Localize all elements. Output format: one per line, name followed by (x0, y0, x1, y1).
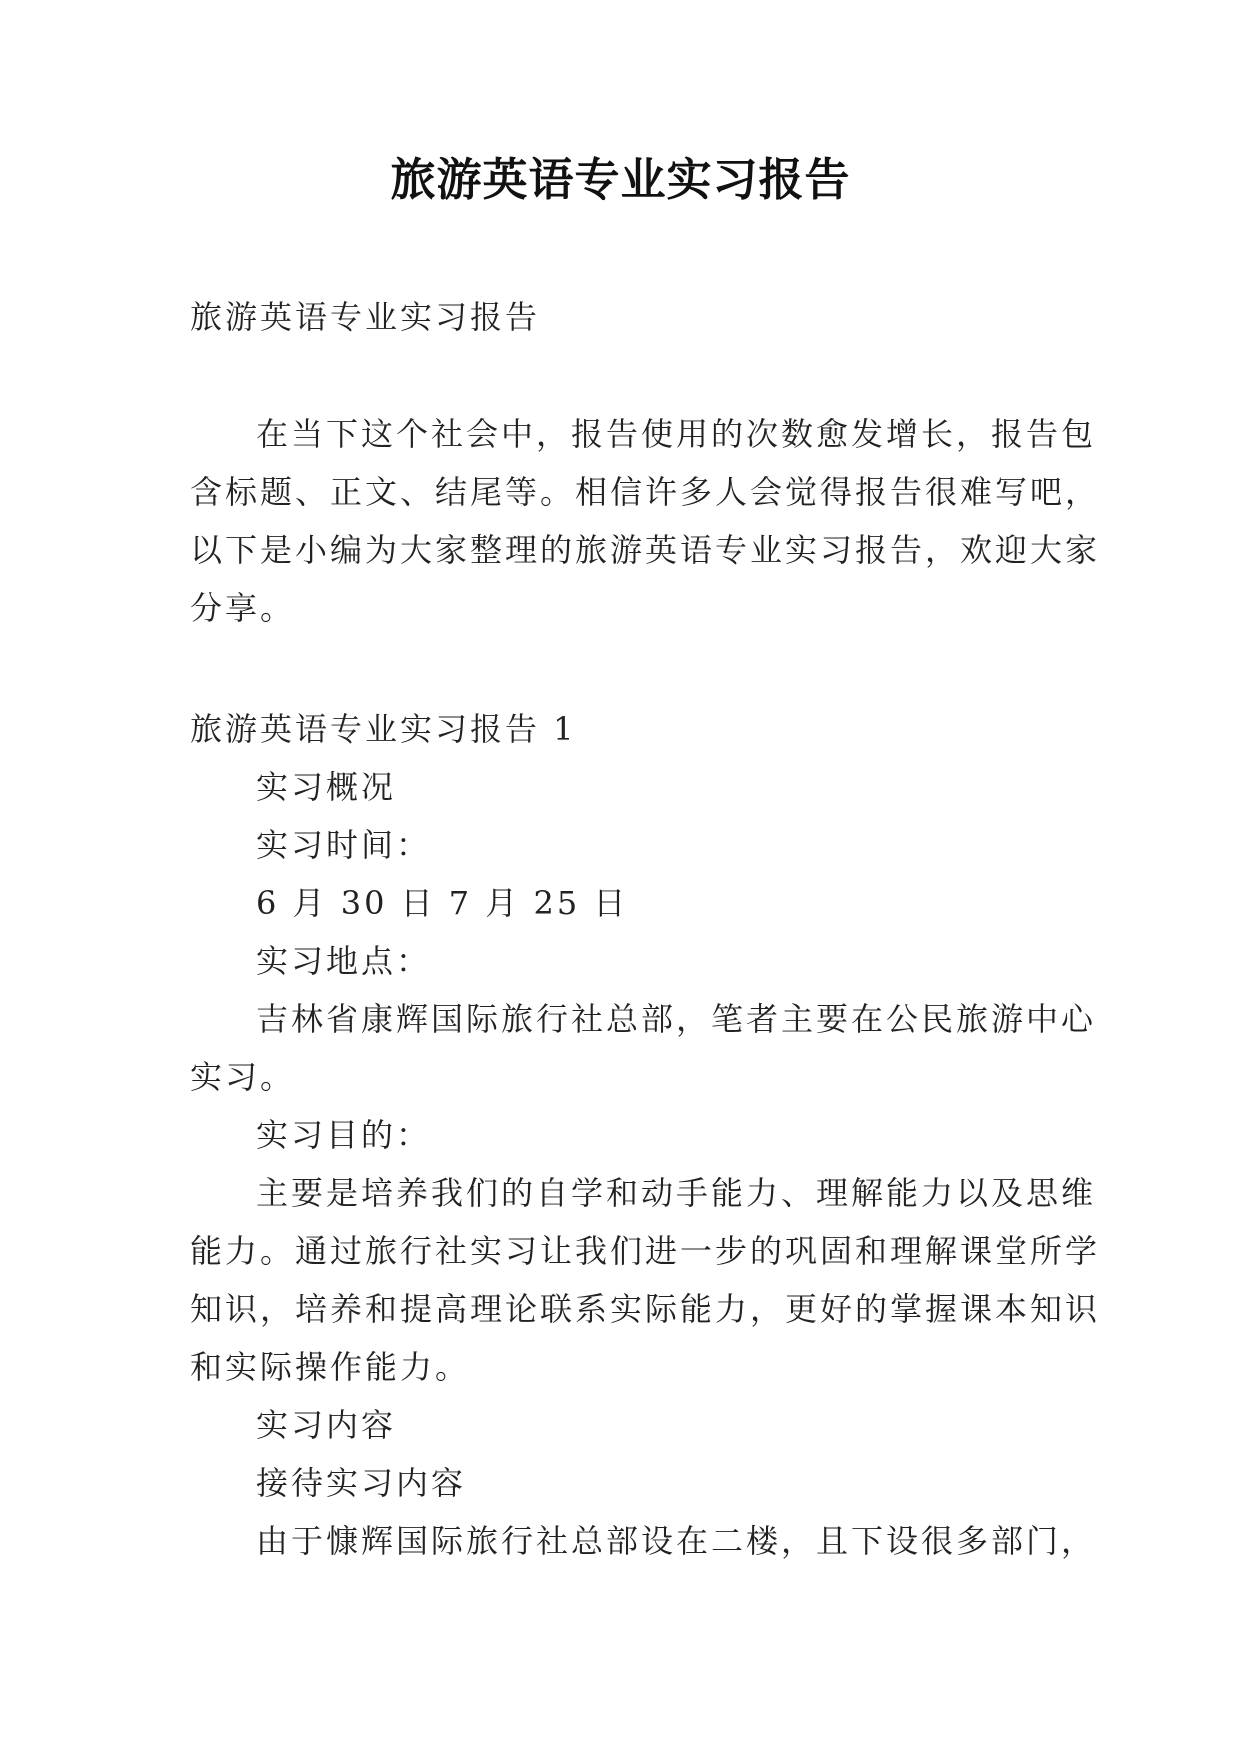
reception-line: 由于慷辉国际旅行社总部设在二楼，且下设很多部门， (256, 1522, 1097, 1560)
intro-line: 分享。 (190, 589, 296, 627)
intro-paragraph (190, 405, 1101, 637)
purpose-line: 能力。通过旅行社实习让我们进一步的巩固和理解课堂所学 (190, 1232, 1101, 1270)
place-line: 吉林省康辉国际旅行社总部，笔者主要在公民旅游中心 (256, 1000, 1097, 1038)
purpose-line: 主要是培养我们的自学和动手能力、理解能力以及思维 (256, 1174, 1097, 1212)
purpose-label: 实习目的： (256, 1116, 432, 1154)
purpose-line: 和实际操作能力。 (190, 1348, 471, 1386)
document-title: 旅游英语专业实习报告 (390, 153, 851, 206)
time-value: 6 月 30 日 7 月 25 日 (256, 884, 629, 922)
overview-heading: 实习概况 (256, 768, 397, 806)
place-line: 实习。 (190, 1058, 296, 1096)
intro-line: 以下是小编为大家整理的旅游英语专业实习报告，欢迎大家 (190, 531, 1101, 569)
intro-line: 含标题、正文、结尾等。相信许多人会觉得报告很难写吧， (190, 473, 1101, 511)
reception-heading: 接待实习内容 (256, 1464, 467, 1502)
subtitle-line: 旅游英语专业实习报告 (190, 298, 541, 336)
content-heading: 实习内容 (256, 1406, 397, 1444)
purpose-line: 知识，培养和提高理论联系实际能力，更好的掌握课本知识 (190, 1290, 1101, 1328)
time-label: 实习时间： (256, 826, 432, 864)
document-subtitle (190, 288, 1070, 346)
intro-line: 在当下这个社会中，报告使用的次数愈发增长，报告包 (256, 415, 1097, 453)
place-label: 实习地点： (256, 942, 432, 980)
report-section (190, 700, 1101, 1570)
section-heading: 旅游英语专业实习报告 1 (190, 710, 577, 748)
